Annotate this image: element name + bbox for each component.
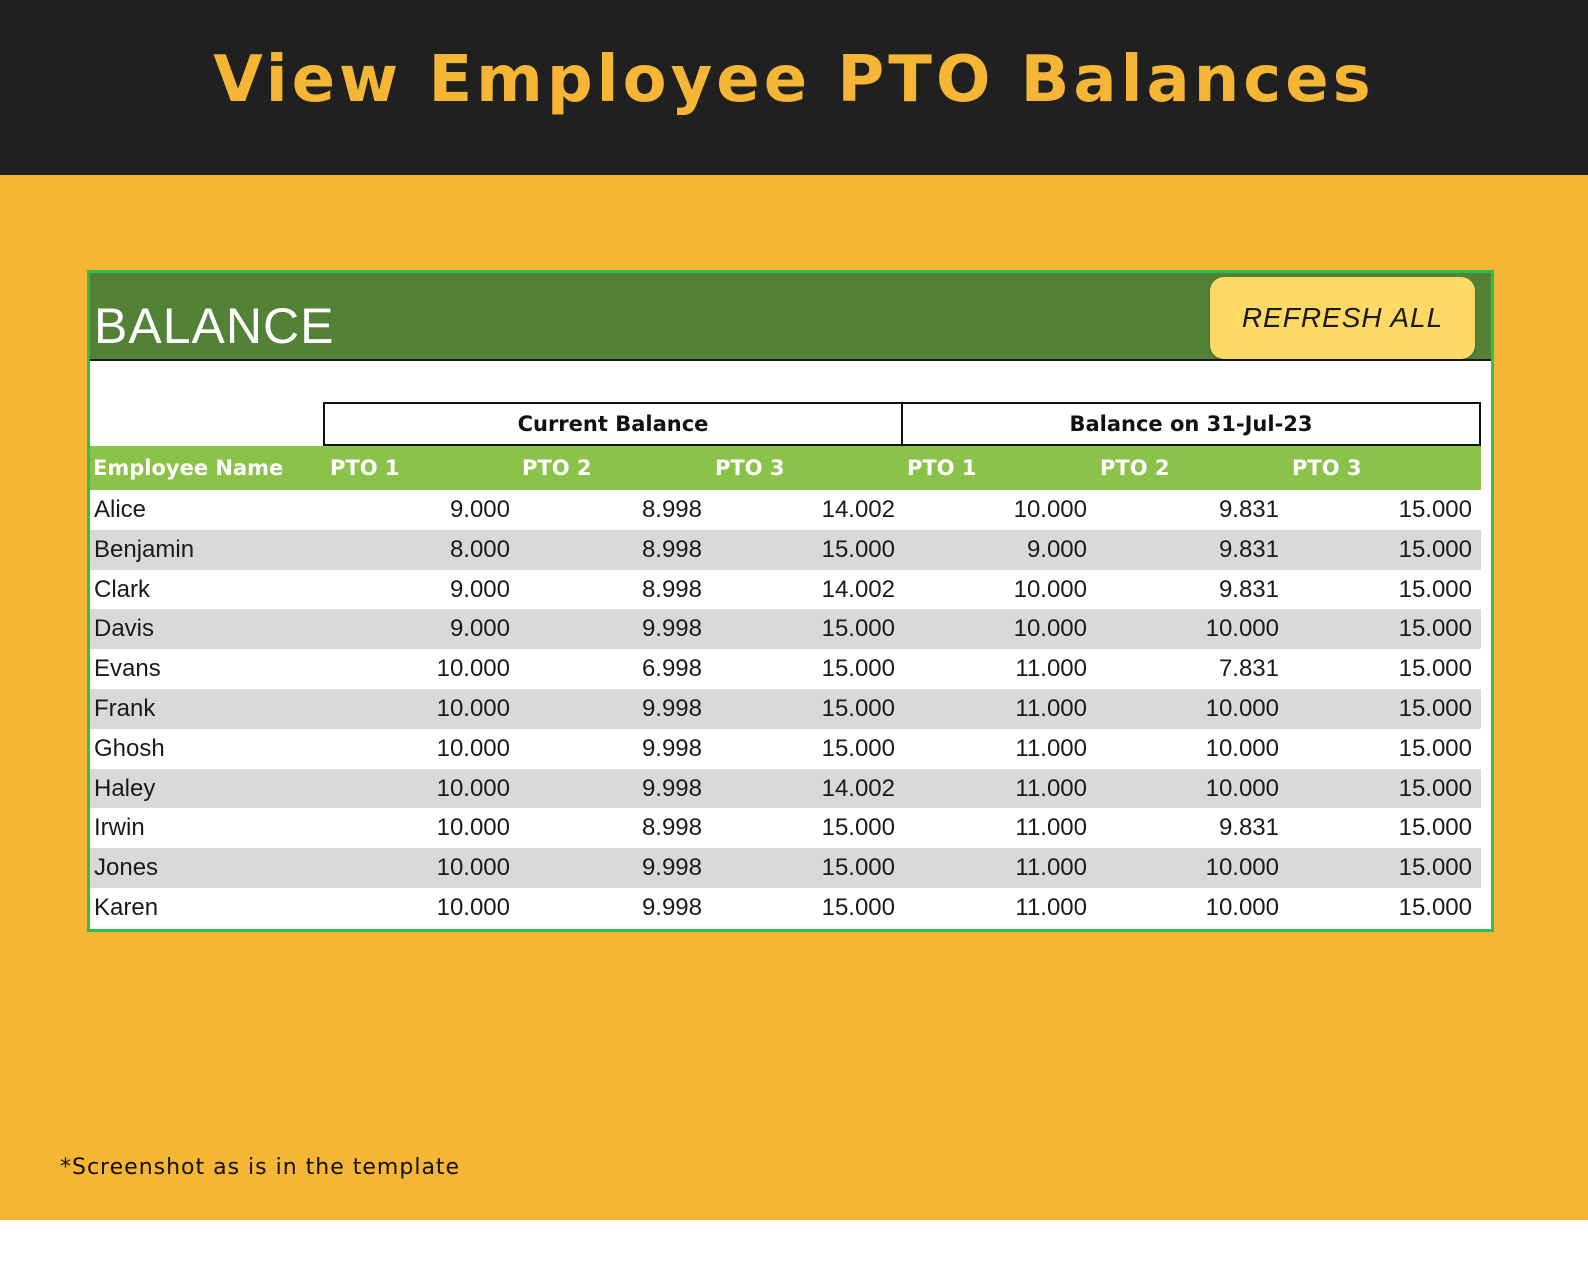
balance-cell: 15.000 xyxy=(1398,694,1472,722)
sheet-header xyxy=(90,273,1491,361)
balance-cell: 10.000 xyxy=(436,655,510,683)
balance-cell: 8.998 xyxy=(641,496,702,523)
balance-cell: 7.831 xyxy=(1218,655,1279,683)
balance-cell: 15.000 xyxy=(821,655,895,683)
employee-name-cell: Ghosh xyxy=(94,734,165,762)
page-title: View Employee PTO Balances xyxy=(213,42,1375,117)
balance-cell: 15.000 xyxy=(1398,575,1472,603)
balance-cell: 15.000 xyxy=(821,814,895,842)
balance-cell: 10.000 xyxy=(1205,694,1279,722)
balance-cell: 15.000 xyxy=(1398,615,1472,643)
balance-cell: 10.000 xyxy=(436,893,510,921)
balance-cell: 11.000 xyxy=(1015,814,1087,842)
column-header-current-pto2: PTO 2 xyxy=(522,456,592,480)
employee-name-cell: Benjamin xyxy=(94,535,195,563)
table-row xyxy=(90,609,1481,649)
balance-cell: 10.000 xyxy=(1205,734,1279,762)
balance-cell: 15.000 xyxy=(1398,535,1472,563)
table-row xyxy=(90,649,1481,689)
group-header-balance-on-date: Balance on 31-Jul-23 xyxy=(901,402,1481,446)
column-header-current-pto1: PTO 1 xyxy=(330,456,400,480)
balance-cell: 9.998 xyxy=(641,854,702,882)
balance-cell: 11.000 xyxy=(1015,893,1087,921)
column-header-future-pto2: PTO 2 xyxy=(1100,456,1170,480)
balance-cell: 9.998 xyxy=(641,694,702,722)
balance-cell: 10.000 xyxy=(436,814,510,842)
balance-cell: 15.000 xyxy=(821,893,895,921)
employee-table-body xyxy=(90,490,1481,928)
balance-cell: 9.831 xyxy=(1218,575,1279,603)
balance-cell: 9.998 xyxy=(641,893,702,921)
employee-name-cell: Irwin xyxy=(94,814,145,842)
balance-cell: 10.000 xyxy=(1205,774,1279,802)
balance-cell: 10.000 xyxy=(1013,575,1087,603)
balance-cell: 10.000 xyxy=(436,774,510,802)
balance-cell: 10.000 xyxy=(436,734,510,762)
employee-name-cell: Alice xyxy=(94,496,147,523)
column-header-employee-name: Employee Name xyxy=(93,456,284,480)
balance-cell: 10.000 xyxy=(1205,854,1279,882)
balance-cell: 8.998 xyxy=(641,814,702,842)
balance-cell: 14.002 xyxy=(821,575,895,603)
balance-sheet xyxy=(87,270,1494,932)
balance-cell: 6.998 xyxy=(641,655,702,683)
balance-cell: 15.000 xyxy=(1398,893,1472,921)
balance-cell: 15.000 xyxy=(821,854,895,882)
balance-cell: 9.998 xyxy=(641,615,702,643)
balance-cell: 15.000 xyxy=(1398,854,1472,882)
balance-cell: 11.000 xyxy=(1015,655,1087,683)
table-row xyxy=(90,888,1481,928)
table-row xyxy=(90,769,1481,809)
balance-cell: 15.000 xyxy=(821,615,895,643)
table-row xyxy=(90,490,1481,530)
column-header-future-pto1: PTO 1 xyxy=(907,456,977,480)
balance-cell: 11.000 xyxy=(1015,734,1087,762)
employee-name-cell: Evans xyxy=(94,655,161,683)
balance-cell: 9.831 xyxy=(1218,496,1279,523)
employee-name-cell: Davis xyxy=(94,615,155,643)
balance-cell: 14.002 xyxy=(821,774,895,802)
employee-name-cell: Jones xyxy=(94,854,159,882)
table-row xyxy=(90,570,1481,610)
employee-name-cell: Clark xyxy=(94,575,151,603)
balance-cell: 9.000 xyxy=(1026,535,1087,563)
employee-name-cell: Frank xyxy=(94,694,156,722)
balance-cell: 15.000 xyxy=(821,694,895,722)
balance-cell: 10.000 xyxy=(1013,615,1087,643)
employee-name-cell: Haley xyxy=(94,774,156,802)
balance-cell: 10.000 xyxy=(1205,615,1279,643)
balance-cell: 9.000 xyxy=(449,615,510,643)
column-header-future-pto3: PTO 3 xyxy=(1292,456,1362,480)
balance-cell: 8.998 xyxy=(641,535,702,563)
group-header-current-balance: Current Balance xyxy=(323,402,903,446)
balance-cell: 9.000 xyxy=(449,575,510,603)
balance-cell: 10.000 xyxy=(436,694,510,722)
balance-cell: 9.831 xyxy=(1218,814,1279,842)
employee-name-cell: Karen xyxy=(94,893,159,921)
balance-cell: 8.000 xyxy=(449,535,510,563)
balance-cell: 10.000 xyxy=(1013,496,1087,523)
balance-cell: 15.000 xyxy=(1398,774,1472,802)
balance-cell: 9.998 xyxy=(641,774,702,802)
balance-cell: 10.000 xyxy=(1205,893,1279,921)
balance-cell: 11.000 xyxy=(1015,694,1087,722)
table-row xyxy=(90,689,1481,729)
table-row xyxy=(90,729,1481,769)
balance-cell: 9.998 xyxy=(641,734,702,762)
table-row xyxy=(90,530,1481,570)
content-panel xyxy=(0,175,1588,1220)
table-row xyxy=(90,808,1481,848)
balance-cell: 9.831 xyxy=(1218,535,1279,563)
balance-cell: 15.000 xyxy=(1398,496,1472,523)
column-header-current-pto3: PTO 3 xyxy=(715,456,785,480)
title-banner xyxy=(0,0,1588,175)
balance-cell: 15.000 xyxy=(1398,655,1472,683)
balance-cell: 15.000 xyxy=(1398,814,1472,842)
table-row xyxy=(90,848,1481,888)
balance-cell: 8.998 xyxy=(641,575,702,603)
balance-cell: 15.000 xyxy=(1398,734,1472,762)
balance-cell: 9.000 xyxy=(449,496,510,523)
balance-cell: 14.002 xyxy=(821,496,895,523)
balance-cell: 15.000 xyxy=(821,734,895,762)
balance-cell: 15.000 xyxy=(821,535,895,563)
balance-cell: 10.000 xyxy=(436,854,510,882)
column-header-row xyxy=(90,446,1481,490)
balance-cell: 11.000 xyxy=(1015,774,1087,802)
refresh-all-button[interactable]: REFRESH ALL xyxy=(1210,277,1475,359)
balance-cell: 11.000 xyxy=(1015,854,1087,882)
sheet-title: BALANCE xyxy=(94,298,335,354)
footnote: *Screenshot as is in the template xyxy=(60,1155,461,1180)
